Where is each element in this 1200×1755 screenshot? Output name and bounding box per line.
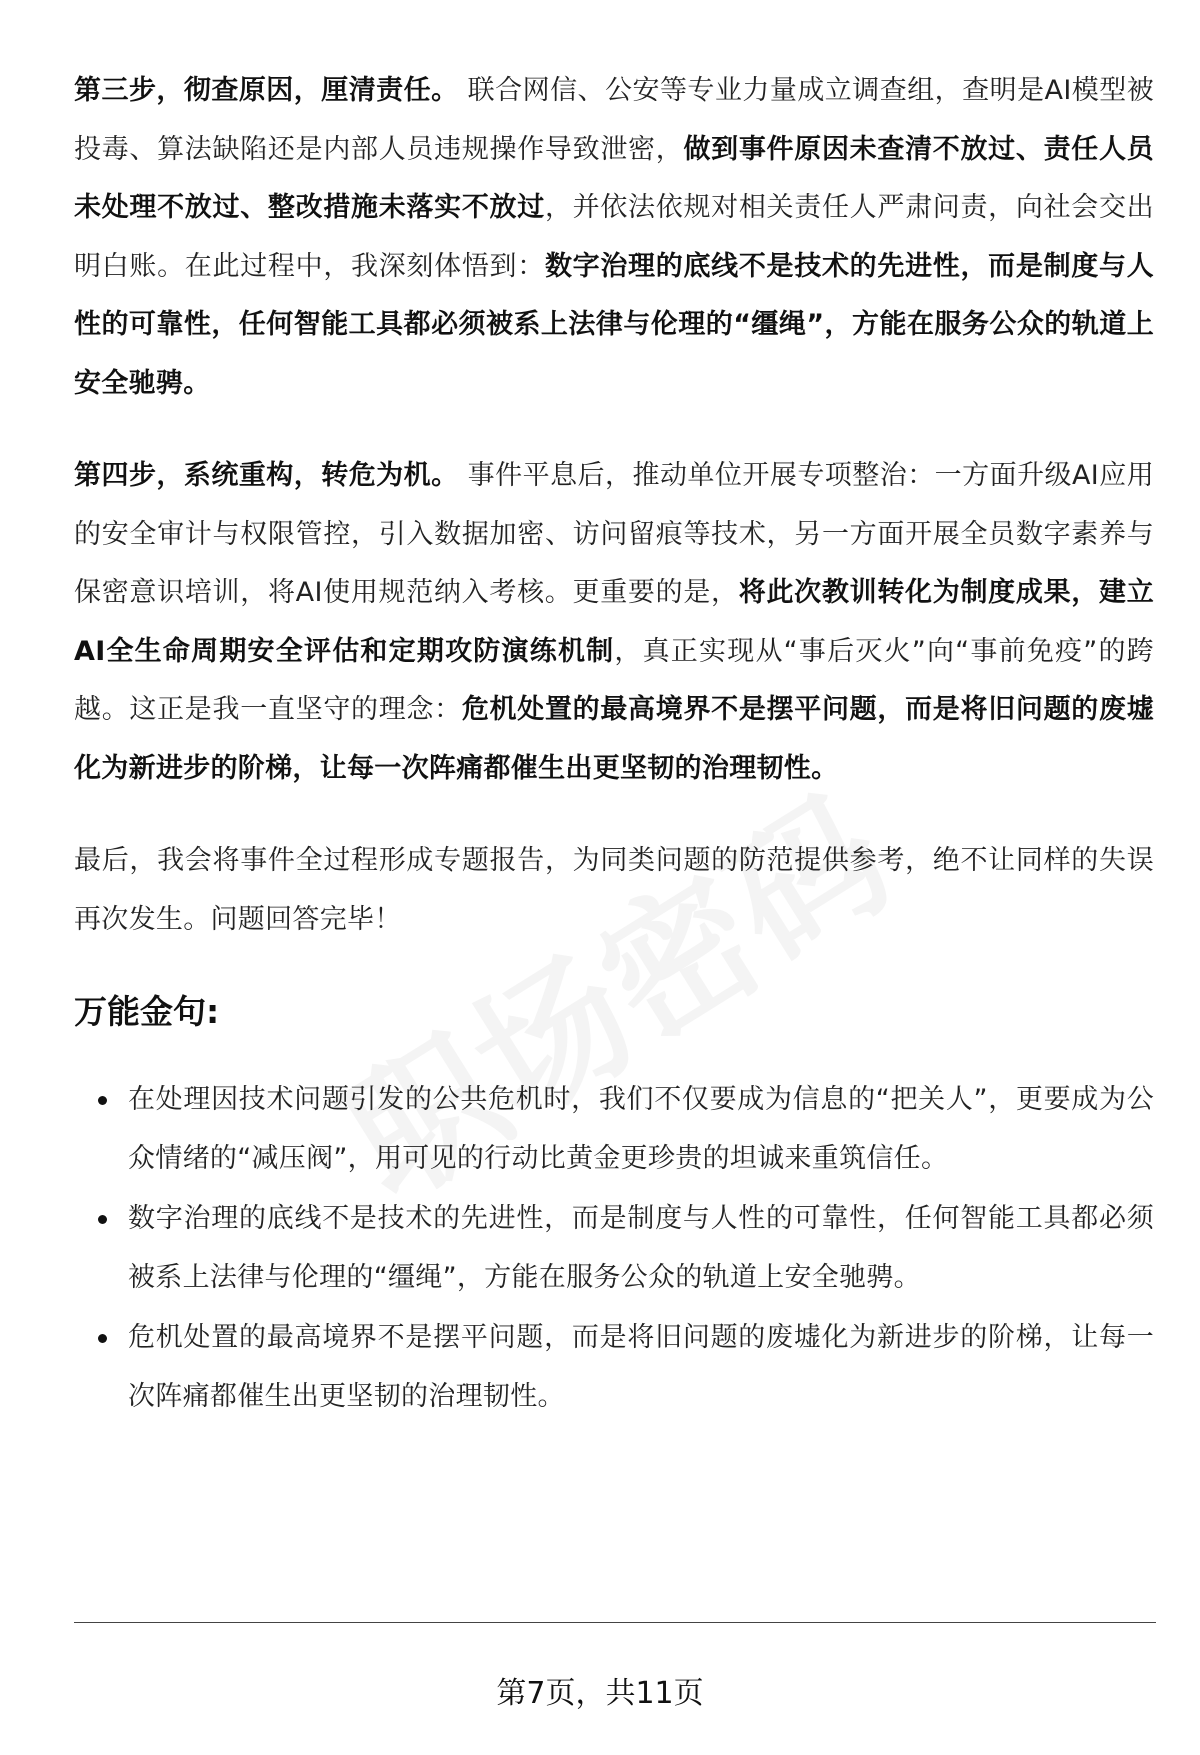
bold-text: 第三步，彻查原因，厘清责任。 [74, 75, 459, 106]
list-item [74, 1309, 1154, 1426]
footer-divider [74, 1622, 1156, 1623]
quote-text: 危机处置的最高境界不是摆平问题，而是将旧问题的废墟化为新进步的阶梯，让每一次阵痛都催生出更坚韧的治理韧性。 [128, 1322, 1154, 1412]
list-item [74, 1071, 1154, 1188]
quote-list [74, 1071, 1154, 1426]
quote-text: 数字治理的底线不是技术的先进性，而是制度与人性的可靠性，任何智能工具都必须被系上法律与伦理的“缰绳”，方能在服务公众的轨道上安全驰骋。 [128, 1203, 1154, 1293]
bold-text: 第四步，系统重构，转危为机。 [74, 460, 459, 491]
page-number: 第7页，共11页 [496, 1676, 704, 1711]
document-page [74, 62, 1154, 1428]
bold-text: 数字治理的底线不是技术的先进性，而是制度与人性的可靠性，任何智能工具都必须被系上法律与伦理的“缰绳”，方能在服务公众的轨道上安全驰骋。 [74, 250, 1154, 399]
bold-text: 做到事件原因未查清不放过、责任人员未处理不放过、整改措施未落实不放过 [74, 133, 1154, 223]
section-title: 万能金句: [74, 992, 220, 1031]
paragraph [74, 832, 1154, 949]
text-span: 联合网信、公安等专业力量成立调查组，查明是AI模型被投毒、算法缺陷还是内部人员违规操作导致泄密， [74, 75, 1155, 165]
quote-text: 在处理因技术问题引发的公共危机时，我们不仅要成为信息的“把关人”，更要成为公众情绪的“减压阀”，用可见的行动比黄金更珍贵的坦诚来重筑信任。 [128, 1084, 1154, 1174]
text-span: 最后，我会将事件全过程形成专题报告，为同类问题的防范提供参考，绝不让同样的失误再次发生。问题回答完毕！ [74, 845, 1154, 935]
paragraph [74, 447, 1154, 798]
text-span: ，并依法依规对相关责任人严肃问责，向社会交出明白账。在此过程中，我深刻体悟到： [74, 192, 1154, 282]
bold-text: 将此次教训转化为制度成果，建立AI全生命周期安全评估和定期攻防演练机制 [74, 577, 1154, 667]
bullet-icon [98, 1334, 107, 1343]
paragraph [74, 62, 1154, 413]
text-span: ，真正实现从“事后灭火”向“事前免疫”的跨越。这正是我一直坚守的理念： [74, 635, 1154, 725]
bold-text: 危机处置的最高境界不是摆平问题，而是将旧问题的废墟化为新进步的阶梯，让每一次阵痛都催生出更坚韧的治理韧性。 [74, 694, 1155, 784]
text-span: 事件平息后，推动单位开展专项整治：一方面升级AI应用的安全审计与权限管控，引入数据加密、访问留痕等技术，另一方面开展全员数字素养与保密意识培训，将AI使用规范纳入考核。更重要的是， [74, 460, 1155, 608]
bullet-icon [98, 1215, 107, 1224]
list-item [74, 1190, 1154, 1307]
body-paragraphs [74, 62, 1154, 949]
bullet-icon [98, 1096, 107, 1105]
